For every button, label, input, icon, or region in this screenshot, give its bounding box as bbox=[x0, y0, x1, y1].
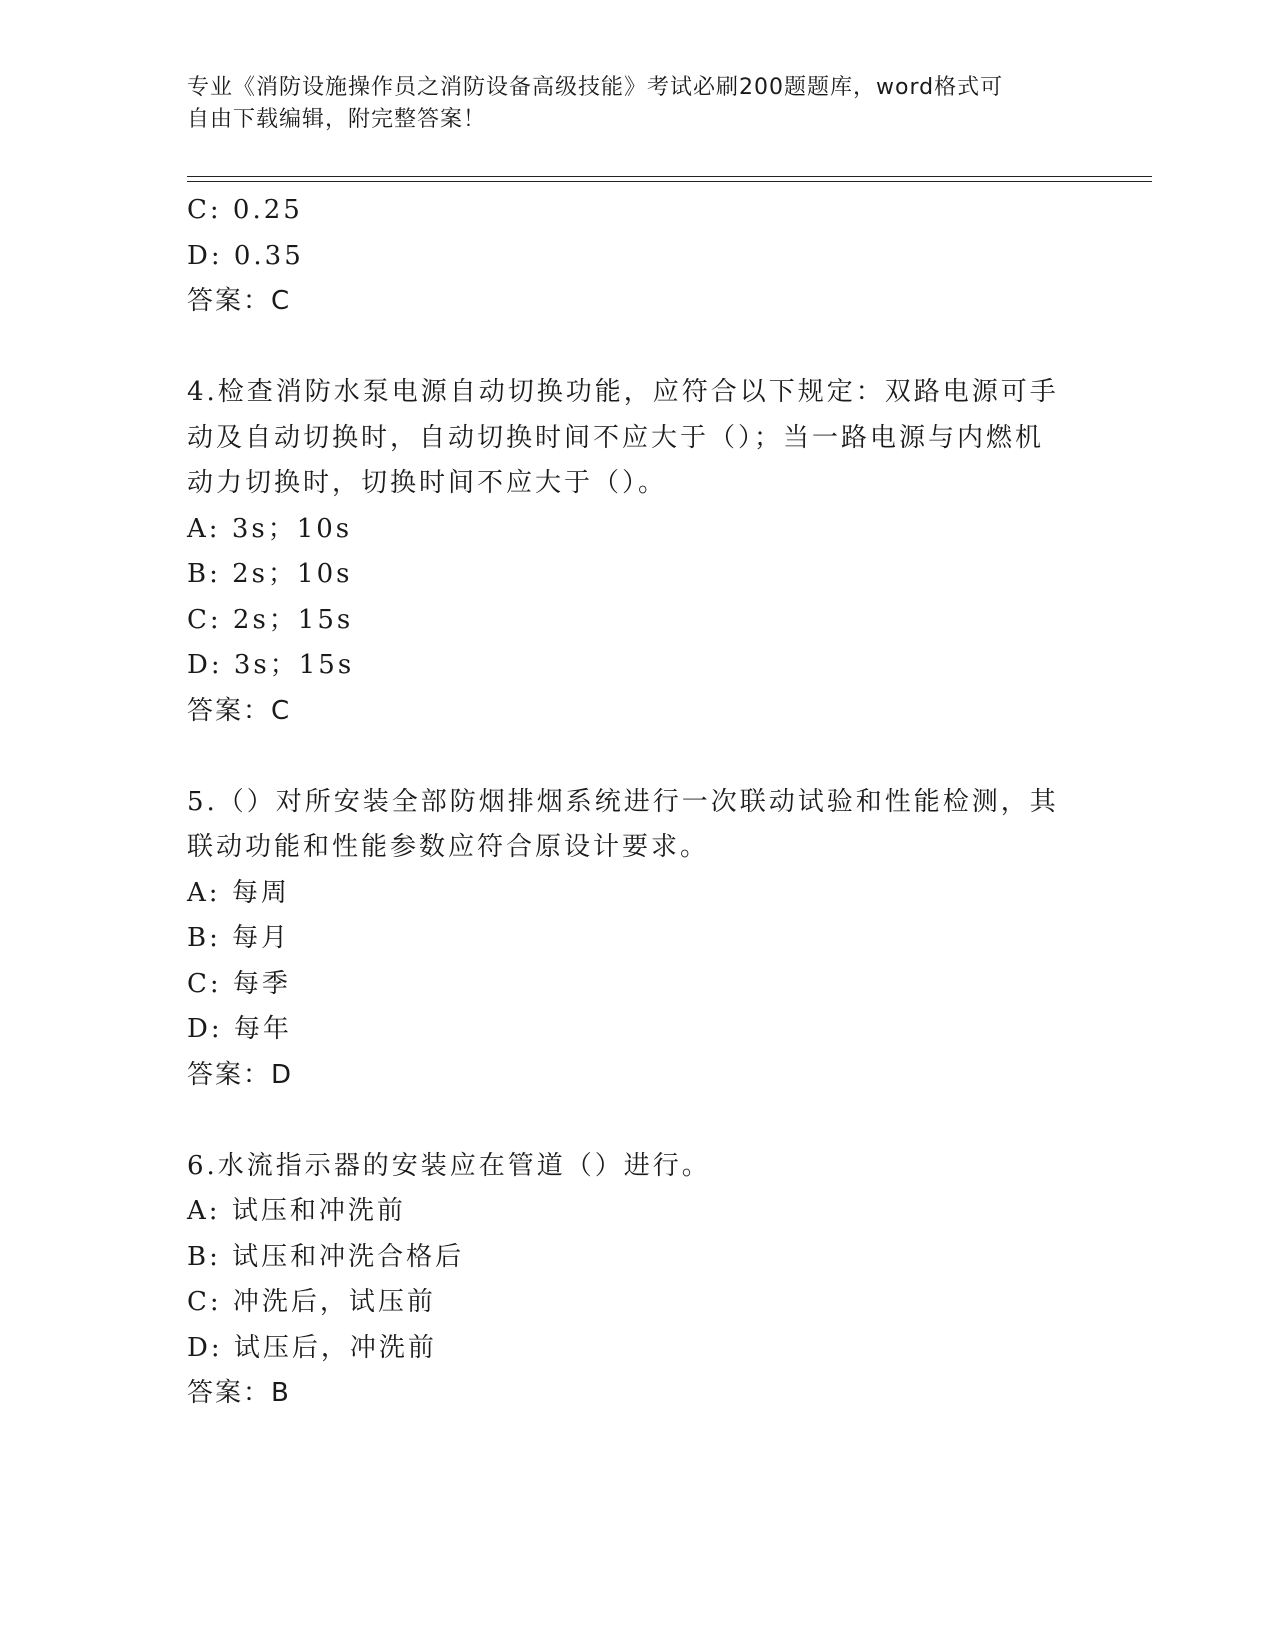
option-a: A: 每周 bbox=[187, 877, 290, 908]
answer-line bbox=[187, 279, 1087, 325]
answer-label: 答案： bbox=[187, 1059, 272, 1090]
option-d: D: 0.35 bbox=[187, 240, 304, 271]
option-text: 2s；10s bbox=[232, 559, 353, 589]
question-stem-line: 动力切换时，切换时间不应大于（）。 bbox=[187, 468, 668, 498]
option-c: C: 2s；15s bbox=[187, 604, 354, 635]
option-a: A: 3s；10s bbox=[187, 513, 353, 544]
question-stem-line: 联动功能和性能参数应符合原设计要求。 bbox=[187, 832, 710, 862]
spacer bbox=[187, 734, 1087, 780]
option-c: C: 冲洗后，试压前 bbox=[187, 1287, 436, 1317]
question-stem-line: 6.水流指示器的安装应在管道（）进行。 bbox=[187, 1150, 711, 1181]
option-text: 3s；10s bbox=[231, 513, 353, 544]
option-text: 3s；15s bbox=[233, 650, 355, 680]
option-text: 0.35 bbox=[233, 240, 304, 271]
answer-value: C bbox=[271, 286, 292, 316]
answer-line bbox=[187, 689, 1087, 735]
answer-line bbox=[187, 1371, 1087, 1417]
answer-value: B bbox=[271, 1378, 291, 1408]
question-block-6 bbox=[187, 1144, 1087, 1417]
option-d: D: 3s；15s bbox=[187, 650, 355, 680]
option-text: 每年 bbox=[233, 1014, 292, 1044]
option-text: 0.25 bbox=[232, 195, 303, 225]
question-stem-line: 5.（）对所安装全部防烟排烟系统进行一次联动试验和性能检测，其 bbox=[187, 786, 1059, 817]
question-list bbox=[187, 188, 1087, 1417]
option-c: C: 0.25 bbox=[187, 195, 303, 225]
question-block-3-tail bbox=[187, 188, 1087, 325]
answer-value: C bbox=[271, 695, 292, 726]
header-divider-bottom bbox=[187, 181, 1152, 182]
option-text: 冲洗后，试压前 bbox=[232, 1287, 436, 1317]
answer-label: 答案： bbox=[187, 695, 272, 726]
header-title-line-1: 专业《消防设施操作员之消防设备高级技能》考试必刷200题题库，word格式可 bbox=[187, 75, 1004, 100]
option-b: B: 每月 bbox=[187, 923, 291, 953]
spacer bbox=[187, 1098, 1087, 1144]
option-b: B: 试压和冲洗合格后 bbox=[187, 1241, 465, 1272]
option-text: 试压和冲洗前 bbox=[231, 1196, 406, 1226]
document-header bbox=[187, 72, 1067, 136]
option-b: B: 2s；10s bbox=[187, 559, 353, 589]
question-stem-line: 4.检查消防水泵电源自动切换功能，应符合以下规定：双路电源可手 bbox=[187, 377, 1059, 407]
option-text: 每季 bbox=[232, 968, 291, 999]
question-block-4 bbox=[187, 370, 1087, 734]
answer-value: D bbox=[271, 1059, 294, 1090]
option-d: D: 试压后，冲洗前 bbox=[187, 1332, 437, 1363]
question-stem-line: 动及自动切换时，自动切换时间不应大于（）；当一路电源与内燃机 bbox=[187, 422, 1045, 453]
option-text: 每周 bbox=[231, 877, 290, 908]
header-title-line-2: 自由下载编辑，附完整答案！ bbox=[187, 107, 487, 132]
question-block-5 bbox=[187, 780, 1087, 1099]
option-text: 2s；15s bbox=[232, 604, 354, 635]
option-a: A: 试压和冲洗前 bbox=[187, 1196, 406, 1226]
spacer bbox=[187, 325, 1087, 371]
option-c: C: 每季 bbox=[187, 968, 291, 999]
option-d: D: 每年 bbox=[187, 1014, 292, 1044]
option-text: 试压后，冲洗前 bbox=[233, 1332, 437, 1363]
answer-line bbox=[187, 1053, 1087, 1099]
option-text: 每月 bbox=[232, 923, 291, 953]
header-divider-top bbox=[187, 176, 1152, 177]
answer-label: 答案： bbox=[187, 1378, 272, 1408]
answer-label: 答案： bbox=[187, 286, 272, 316]
option-text: 试压和冲洗合格后 bbox=[232, 1241, 465, 1272]
